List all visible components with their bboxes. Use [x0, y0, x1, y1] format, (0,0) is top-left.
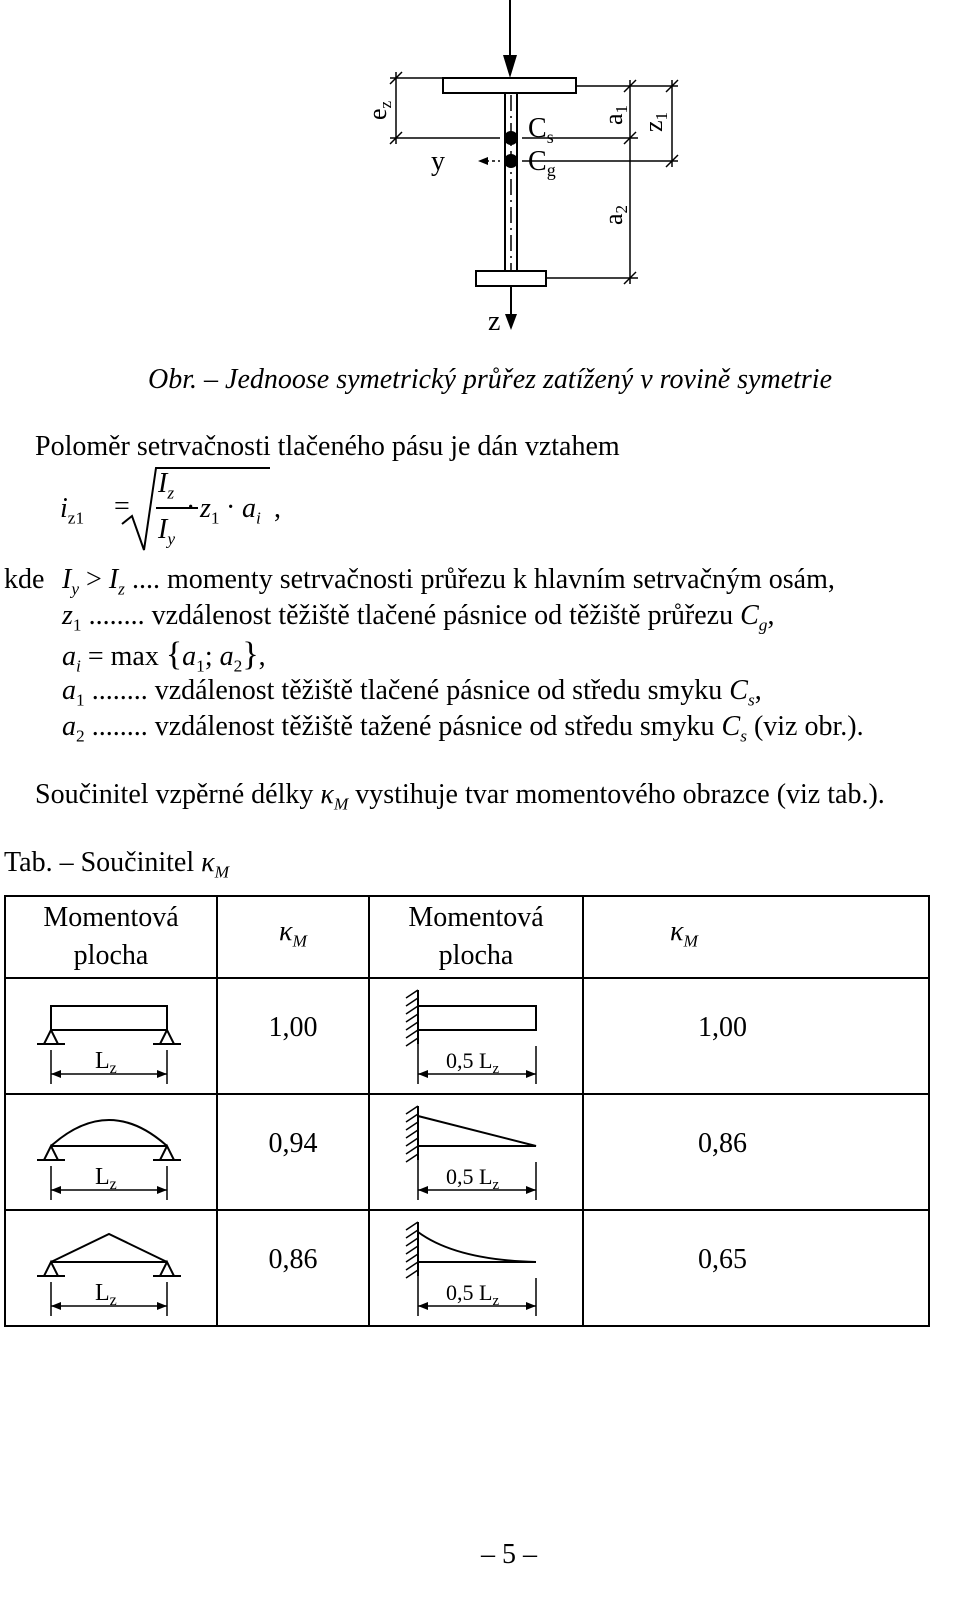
cross-section-figure: [0, 0, 960, 350]
def-ai: $a_i = \max \{a_1$; $a_2$},: [62, 636, 266, 676]
y-axis-arrow: [478, 157, 488, 165]
diagram-simply-supported-parabolic: [5, 1094, 217, 1210]
cs-label: $C_s$: [528, 113, 554, 147]
span-label: 0,5 $L_z$: [446, 1279, 500, 1309]
header-moment-left: Momentová plocha: [5, 896, 217, 978]
formula-numerator: $I_z$: [158, 468, 175, 503]
table-row: [5, 1094, 929, 1210]
diagram-simply-supported-uniform: [5, 978, 217, 1094]
kappa-value: 1,00: [217, 978, 369, 1094]
def-moments: $I_y > I_z$ .... momenty setrvačnosti průřezu k hlavním setrvačným osám,: [62, 564, 835, 599]
load-arrow-head: [503, 55, 517, 78]
formula-comma: ,: [274, 493, 281, 524]
z1-label: z1: [639, 111, 671, 132]
y-axis-label: y: [431, 146, 445, 177]
z-axis-arrow: [505, 314, 517, 330]
span-label: $L_z$: [95, 1279, 117, 1309]
header-kappa-right: $\kappa_M$: [583, 896, 929, 978]
a1-label: a1: [599, 104, 631, 125]
def-a2: $a_2$ ........ vzdálenost těžiště tažené pásnice od středu smyku $C_s$ (viz obr.).: [62, 711, 864, 746]
kappa-value: 0,65: [583, 1210, 929, 1326]
table-caption: Tab. – Součinitel $\kappa_M$: [4, 847, 230, 882]
formula-lhs: $i_{z1}$: [60, 493, 85, 528]
kappa-table: [4, 895, 930, 1327]
page-number: – 5 –: [481, 1539, 537, 1570]
cg-label: $C_g$: [528, 146, 556, 180]
span-label: $L_z$: [95, 1047, 117, 1077]
shear-center-point: [504, 131, 518, 145]
formula-denominator: $I_y$: [158, 514, 176, 549]
z-axis-label: z: [488, 306, 501, 337]
top-flange: [443, 78, 576, 93]
formula-dot-2: ·: [226, 492, 236, 523]
centroid-point: [504, 154, 518, 168]
figure-caption: Obr. – Jednoose symetrický průřez zatížený v rovině symetrie: [148, 364, 833, 395]
table-row: [5, 1210, 929, 1326]
kde-label: kde: [4, 564, 45, 595]
kappa-value: 0,94: [217, 1094, 369, 1210]
diagram-cantilever-triangular: [369, 1094, 583, 1210]
def-z1: $z_1$ ........ vzdálenost těžiště tlačené pásnice od těžiště průřezu $C_g$,: [62, 600, 775, 635]
ez-label: ez: [363, 100, 395, 120]
formula-dot-1: ·: [186, 492, 196, 523]
bottom-flange: [476, 271, 546, 286]
def-a1: $a_1$ ........ vzdálenost těžiště tlačené pásnice od středu smyku $C_s$,: [62, 675, 762, 710]
table-row: [5, 978, 929, 1094]
diagram-simply-supported-triangular: [5, 1210, 217, 1326]
kappa-value: 1,00: [583, 978, 929, 1094]
kappa-value: 0,86: [583, 1094, 929, 1210]
header-moment-right: Momentová plocha: [369, 896, 583, 978]
coefficient-text: Součinitel vzpěrné délky $\kappa_M$ vystihuje tvar momentového obrazce (viz tab.).: [35, 779, 885, 814]
span-label: 0,5 $L_z$: [446, 1163, 500, 1193]
formula-ai: $a_i$: [242, 493, 261, 528]
table-header-row: [5, 896, 929, 978]
header-kappa-left: $\kappa_M$: [217, 896, 369, 978]
diagram-cantilever-uniform: [369, 978, 583, 1094]
intro-text: Poloměr setrvačnosti tlačeného pásu je dán vztahem: [35, 431, 620, 462]
span-label: 0,5 $L_z$: [446, 1047, 500, 1077]
formula-equals: =: [114, 491, 130, 522]
diagram-cantilever-parabolic: [369, 1210, 583, 1326]
formula-z1: $z_1$: [200, 493, 220, 528]
kappa-value: 0,86: [217, 1210, 369, 1326]
span-label: $L_z$: [95, 1163, 117, 1193]
a2-label: a2: [599, 204, 631, 225]
